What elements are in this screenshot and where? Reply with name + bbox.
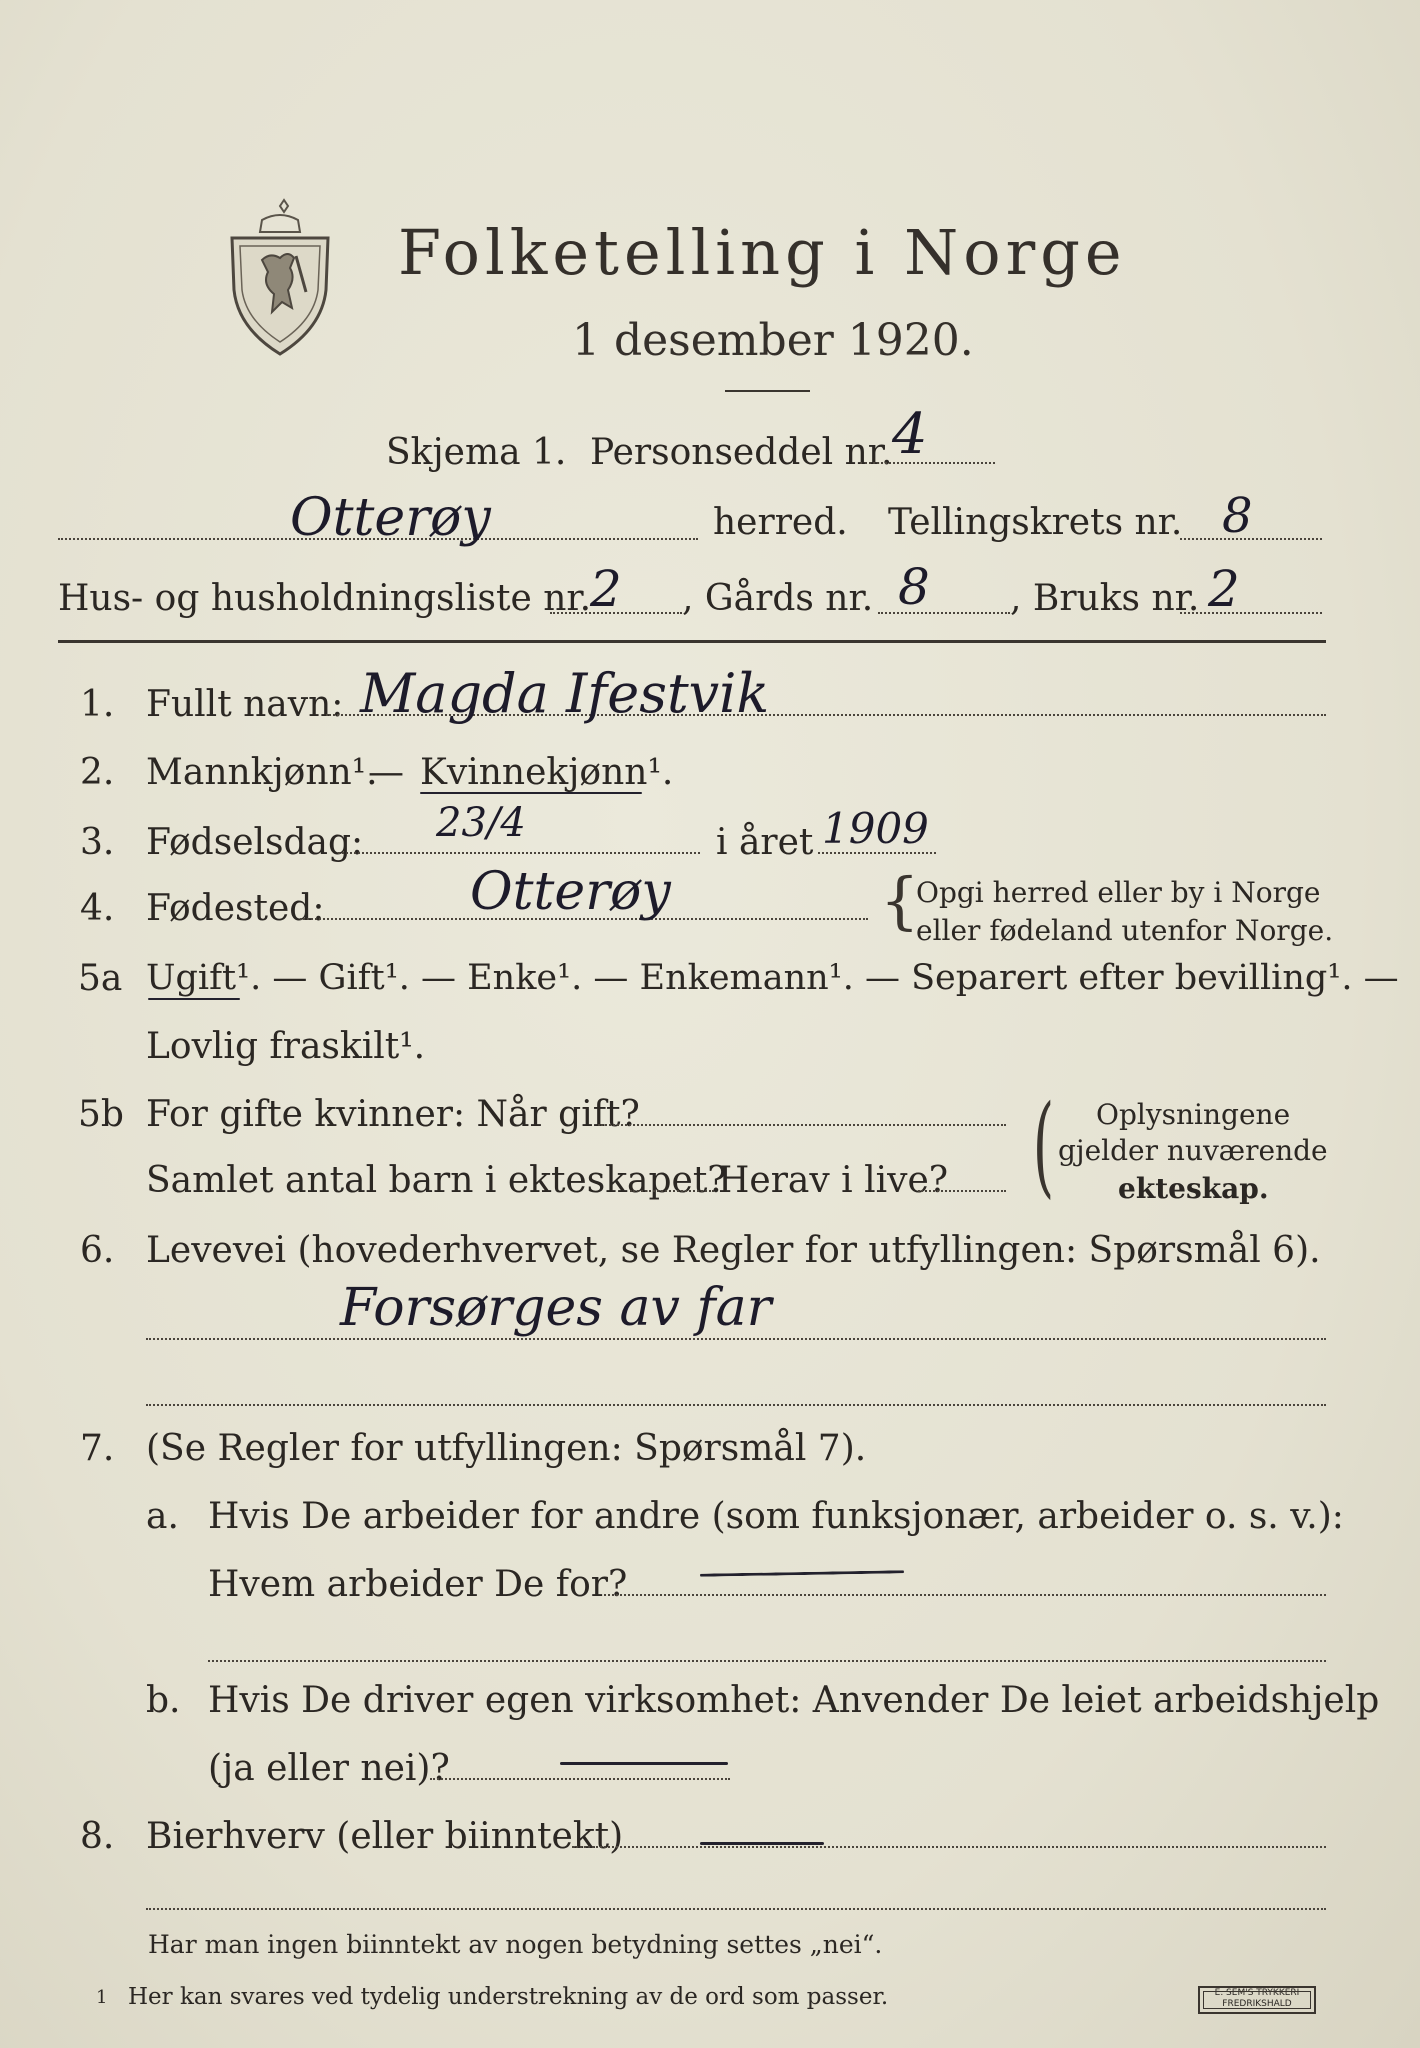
q5b-note-line2: gjelder nuværende xyxy=(1058,1134,1328,1167)
tellingskrets-value[interactable]: 8 xyxy=(1222,488,1253,544)
q2-female: Kvinnekjønn¹. xyxy=(420,752,674,793)
q4-number: 4. xyxy=(80,888,115,929)
q4-note-brace: { xyxy=(880,864,920,937)
q7a-dash-stroke xyxy=(700,1570,904,1577)
q3-day-value[interactable]: 23/4 xyxy=(436,800,526,846)
q5b-alive-line xyxy=(918,1190,1006,1192)
q5b-label2: Samlet antal barn i ekteskapet? xyxy=(146,1160,727,1201)
q3-year-value[interactable]: 1909 xyxy=(822,804,929,853)
q8-number: 8. xyxy=(80,1816,115,1857)
header-divider xyxy=(58,640,1326,643)
herred-value[interactable]: Otterøy xyxy=(290,488,491,548)
q5a-ugift-underline xyxy=(148,998,240,1000)
q6-line1 xyxy=(146,1338,1326,1340)
footnote-mark: 1 xyxy=(96,1987,108,2008)
coat-of-arms-icon xyxy=(222,198,338,358)
q5a-line2: Lovlig fraskilt¹. xyxy=(146,1026,426,1067)
husliste-value[interactable]: 2 xyxy=(590,560,622,618)
q7-number: 7. xyxy=(80,1428,115,1469)
q1-value[interactable]: Magda Ifestvik xyxy=(360,662,770,725)
q1-number: 1. xyxy=(80,684,115,725)
footnote-text: Her kan svares ved tydelig understrekning av de ord som passer. xyxy=(128,1984,889,2010)
q5b-number: 5b xyxy=(78,1094,124,1135)
q6-line2 xyxy=(146,1404,1326,1406)
q4-value[interactable]: Otterøy xyxy=(470,862,671,922)
herred-label: herred. xyxy=(713,502,848,543)
q7b-line2: (ja eller nei)? xyxy=(208,1748,450,1789)
husliste-label: Hus- og husholdningsliste nr. xyxy=(58,578,592,619)
q6-label: Levevei (hovederhvervet, se Regler for utfyllingen: Spørsmål 6). xyxy=(146,1230,1321,1271)
footer-note: Har man ingen biinntekt av nogen betydning settes „nei“. xyxy=(148,1930,883,1959)
q2-male: Mannkjønn¹. xyxy=(146,752,378,793)
bruks-label: , Bruks nr. xyxy=(1010,578,1200,619)
q8-dash-stroke xyxy=(700,1842,824,1845)
q3-year-label: i året xyxy=(716,822,814,863)
personseddel-label: Personseddel nr. xyxy=(590,432,893,473)
q7a-letter: a. xyxy=(146,1496,179,1537)
q7a-line xyxy=(604,1594,1326,1596)
bruks-value[interactable]: 2 xyxy=(1208,560,1240,618)
q5b-note-bracket-left: ( xyxy=(1032,1081,1055,1209)
q2-female-underline xyxy=(420,792,642,794)
q7a-line1: Hvis De arbeider for andre (som funksjonær, arbeider o. s. v.): xyxy=(208,1496,1344,1537)
q5b-children-line xyxy=(630,1190,714,1192)
q7-label: (Se Regler for utfyllingen: Spørsmål 7). xyxy=(146,1428,867,1469)
q3-day-line xyxy=(338,852,700,854)
q3-number: 3. xyxy=(80,822,115,863)
q5b-note-line3: ekteskap. xyxy=(1118,1172,1269,1205)
q5b-label1: For gifte kvinner: Når gift? xyxy=(146,1094,640,1135)
q5b-married-line xyxy=(598,1124,1006,1126)
q6-value[interactable]: Forsørges av far xyxy=(340,1278,772,1338)
q4-label: Fødested: xyxy=(146,888,325,929)
q7b-letter: b. xyxy=(146,1680,181,1721)
q8-label: Bierhverv (eller biinntekt) xyxy=(146,1816,624,1857)
q8-line xyxy=(572,1846,1326,1848)
q3-label: Fødselsdag: xyxy=(146,822,364,863)
q7b-line xyxy=(430,1778,730,1780)
footer-line xyxy=(146,1908,1326,1910)
q5a-number: 5a xyxy=(78,958,123,999)
q2-number: 2. xyxy=(80,752,115,793)
q7b-line1: Hvis De driver egen virksomhet: Anvender De leiet arbeidshjelp xyxy=(208,1680,1380,1721)
gards-value[interactable]: 8 xyxy=(898,558,930,616)
q7a-line2: Hvem arbeider De for? xyxy=(208,1564,628,1605)
q4-note-line2: eller fødeland utenfor Norge. xyxy=(916,914,1334,947)
q5a-line1: Ugift¹. — Gift¹. — Enke¹. — Enkemann¹. — Separert efter bevilling¹. — xyxy=(146,958,1399,998)
skjema-label: Skjema 1. xyxy=(386,432,567,473)
q2-separator: — xyxy=(368,752,404,793)
q1-label: Fullt navn: xyxy=(146,684,344,725)
q5b-note-line1: Oplysningene xyxy=(1096,1098,1291,1131)
gards-label: , Gårds nr. xyxy=(682,578,874,619)
printer-stamp: E. SEM'S TRYKKERI FREDRIKSHALD xyxy=(1198,1986,1316,2014)
form-title: Folketelling i Norge xyxy=(398,216,1127,289)
q7b-dash-stroke xyxy=(560,1762,728,1765)
bruks-line xyxy=(1180,612,1322,614)
census-date: 1 desember 1920. xyxy=(572,315,974,366)
q7a-line-extra xyxy=(208,1660,1326,1662)
q5b-label3: Herav i live? xyxy=(718,1160,949,1201)
personseddel-value[interactable]: 4 xyxy=(892,402,928,467)
tellingskrets-label: Tellingskrets nr. xyxy=(888,502,1183,543)
q6-number: 6. xyxy=(80,1230,115,1271)
title-divider xyxy=(725,390,810,392)
q4-note-line1: Opgi herred eller by i Norge xyxy=(916,876,1321,909)
